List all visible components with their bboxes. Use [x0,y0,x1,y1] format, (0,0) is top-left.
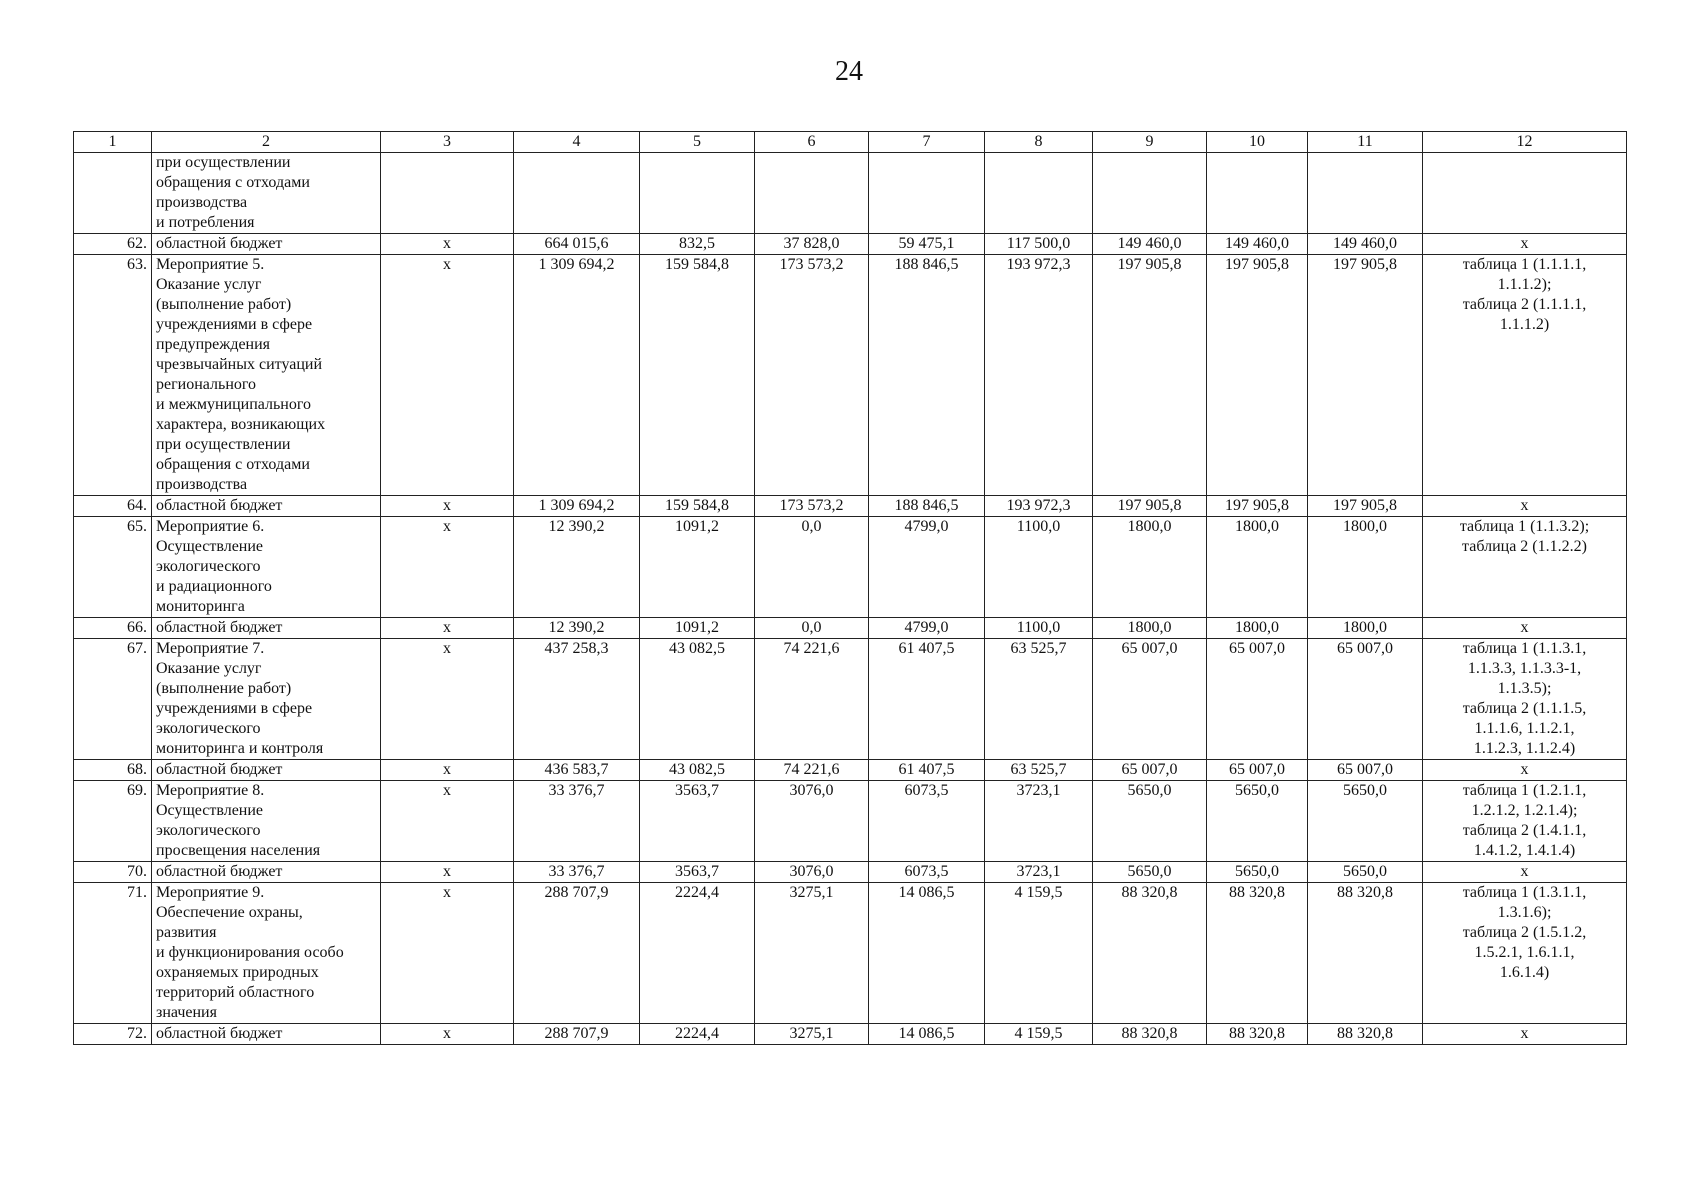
value-cell [985,153,1093,234]
value-cell: 4799,0 [869,618,985,639]
row-name: Мероприятие 8. Осуществление экологического просвещения населения [152,781,381,862]
value-cell: 1800,0 [1207,618,1308,639]
value-cell: 5650,0 [1093,862,1207,883]
table-row [74,153,1627,234]
value-cell: 3723,1 [985,781,1093,862]
value-cell: 173 573,2 [755,255,869,496]
value-cell: 193 972,3 [985,496,1093,517]
note-cell: таблица 1 (1.3.1.1, 1.3.1.6); таблица 2 (1.5.1.2, 1.5.2.1, 1.6.1.1, 1.6.1.4) [1423,883,1627,1024]
value-cell: 197 905,8 [1308,255,1423,496]
value-cell: 5650,0 [1207,781,1308,862]
value-cell: 3563,7 [640,781,755,862]
value-cell: 63 525,7 [985,760,1093,781]
note-cell: таблица 1 (1.2.1.1, 1.2.1.2, 1.2.1.4); таблица 2 (1.4.1.1, 1.4.1.2, 1.4.1.4) [1423,781,1627,862]
value-cell: 1800,0 [1093,517,1207,618]
value-cell: 6073,5 [869,781,985,862]
note-cell: таблица 1 (1.1.3.1, 1.1.3.3, 1.1.3.3-1, 1.1.3.5); таблица 2 (1.1.1.5, 1.1.1.6, 1.1.2.1, 1.1.2.3, 1.1.2.4) [1423,639,1627,760]
value-cell: 3723,1 [985,862,1093,883]
page-number: 24 [835,56,863,87]
value-cell: 88 320,8 [1207,1024,1308,1045]
value-cell: 12 390,2 [514,618,640,639]
value-cell: 65 007,0 [1093,639,1207,760]
value-cell: 65 007,0 [1308,760,1423,781]
value-cell [1207,153,1308,234]
row-number [74,153,152,234]
table-row [74,1024,1627,1045]
value-cell: 1 309 694,2 [514,496,640,517]
table-row [74,255,1627,496]
value-cell: 88 320,8 [1207,883,1308,1024]
table-row [74,862,1627,883]
value-cell: 88 320,8 [1093,883,1207,1024]
row-number: 62. [74,234,152,255]
note-cell: х [1423,1024,1627,1045]
value-cell: 3275,1 [755,1024,869,1045]
value-cell: 1 309 694,2 [514,255,640,496]
value-cell: 5650,0 [1308,862,1423,883]
value-cell: 149 460,0 [1308,234,1423,255]
row-name: областной бюджет [152,1024,381,1045]
row-number: 70. [74,862,152,883]
value-cell: х [381,639,514,760]
value-cell [514,153,640,234]
row-name: Мероприятие 5. Оказание услуг (выполнение работ) учреждениями в сфере предупреждения чрезвычайных ситуаций регионального и межмуниципального характера, возникающих при осуществлении обращения с отходами производства [152,255,381,496]
row-name: Мероприятие 9. Обеспечение охраны, развития и функционирования особо охраняемых природных территорий областного значения [152,883,381,1024]
value-cell: 197 905,8 [1093,496,1207,517]
note-cell: таблица 1 (1.1.1.1, 1.1.1.2); таблица 2 (1.1.1.1, 1.1.1.2) [1423,255,1627,496]
column-header: 9 [1093,132,1207,153]
value-cell: 74 221,6 [755,639,869,760]
value-cell: х [381,517,514,618]
row-name: областной бюджет [152,862,381,883]
column-header: 12 [1423,132,1627,153]
row-number: 67. [74,639,152,760]
value-cell: 65 007,0 [1207,760,1308,781]
value-cell: 436 583,7 [514,760,640,781]
value-cell: х [381,496,514,517]
value-cell: 74 221,6 [755,760,869,781]
value-cell: 43 082,5 [640,760,755,781]
value-cell: 59 475,1 [869,234,985,255]
budget-table [73,131,1627,1045]
table-row [74,618,1627,639]
value-cell: 61 407,5 [869,760,985,781]
row-name: областной бюджет [152,496,381,517]
value-cell: 5650,0 [1207,862,1308,883]
value-cell: 664 015,6 [514,234,640,255]
row-number: 69. [74,781,152,862]
column-header: 4 [514,132,640,153]
value-cell: 159 584,8 [640,255,755,496]
row-number: 63. [74,255,152,496]
column-header: 6 [755,132,869,153]
value-cell: 5650,0 [1093,781,1207,862]
value-cell: 4799,0 [869,517,985,618]
column-header: 5 [640,132,755,153]
value-cell: 117 500,0 [985,234,1093,255]
value-cell: 159 584,8 [640,496,755,517]
value-cell: 4 159,5 [985,1024,1093,1045]
value-cell: 3076,0 [755,781,869,862]
row-number: 72. [74,1024,152,1045]
value-cell: 3563,7 [640,862,755,883]
value-cell: 173 573,2 [755,496,869,517]
value-cell: 149 460,0 [1207,234,1308,255]
value-cell: 12 390,2 [514,517,640,618]
value-cell [755,153,869,234]
row-name: при осуществлении обращения с отходами производства и потребления [152,153,381,234]
value-cell: х [381,862,514,883]
value-cell: 0,0 [755,618,869,639]
table-row [74,517,1627,618]
note-cell: таблица 1 (1.1.3.2); таблица 2 (1.1.2.2) [1423,517,1627,618]
value-cell: х [381,1024,514,1045]
value-cell [869,153,985,234]
value-cell: 149 460,0 [1093,234,1207,255]
value-cell: х [381,255,514,496]
value-cell: 288 707,9 [514,1024,640,1045]
value-cell: 88 320,8 [1093,1024,1207,1045]
row-name: областной бюджет [152,618,381,639]
value-cell: 1091,2 [640,618,755,639]
row-name: Мероприятие 7. Оказание услуг (выполнение работ) учреждениями в сфере экологического мониторинга и контроля [152,639,381,760]
value-cell: 188 846,5 [869,496,985,517]
value-cell: 3275,1 [755,883,869,1024]
value-cell: 65 007,0 [1093,760,1207,781]
value-cell: 6073,5 [869,862,985,883]
value-cell [1093,153,1207,234]
note-cell: х [1423,234,1627,255]
value-cell: 33 376,7 [514,862,640,883]
note-cell: х [1423,496,1627,517]
value-cell: 197 905,8 [1207,255,1308,496]
value-cell: 2224,4 [640,1024,755,1045]
value-cell: 832,5 [640,234,755,255]
row-number: 66. [74,618,152,639]
value-cell: 14 086,5 [869,883,985,1024]
table-row [74,639,1627,760]
note-cell: х [1423,760,1627,781]
table-row [74,781,1627,862]
value-cell: 43 082,5 [640,639,755,760]
column-header: 3 [381,132,514,153]
note-cell: х [1423,618,1627,639]
note-cell [1423,153,1627,234]
value-cell: х [381,760,514,781]
value-cell [640,153,755,234]
value-cell: 3076,0 [755,862,869,883]
value-cell: 63 525,7 [985,639,1093,760]
value-cell: 197 905,8 [1093,255,1207,496]
value-cell: 2224,4 [640,883,755,1024]
value-cell: 88 320,8 [1308,1024,1423,1045]
column-header: 2 [152,132,381,153]
row-name: областной бюджет [152,234,381,255]
value-cell: 37 828,0 [755,234,869,255]
note-cell: х [1423,862,1627,883]
column-header: 1 [74,132,152,153]
row-number: 65. [74,517,152,618]
value-cell: 193 972,3 [985,255,1093,496]
value-cell: 1800,0 [1207,517,1308,618]
value-cell: 4 159,5 [985,883,1093,1024]
column-header: 8 [985,132,1093,153]
value-cell: х [381,234,514,255]
value-cell: 197 905,8 [1308,496,1423,517]
value-cell: 1800,0 [1308,517,1423,618]
value-cell: 0,0 [755,517,869,618]
row-number: 71. [74,883,152,1024]
value-cell: 65 007,0 [1308,639,1423,760]
table-row [74,760,1627,781]
table-row [74,883,1627,1024]
value-cell: 1800,0 [1308,618,1423,639]
value-cell: 14 086,5 [869,1024,985,1045]
column-header: 7 [869,132,985,153]
value-cell: 1091,2 [640,517,755,618]
column-header: 10 [1207,132,1308,153]
value-cell: 288 707,9 [514,883,640,1024]
value-cell: 197 905,8 [1207,496,1308,517]
value-cell: х [381,618,514,639]
table-row [74,496,1627,517]
value-cell: 1800,0 [1093,618,1207,639]
value-cell: 1100,0 [985,517,1093,618]
value-cell: 88 320,8 [1308,883,1423,1024]
column-header: 11 [1308,132,1423,153]
row-number: 68. [74,760,152,781]
value-cell: 1100,0 [985,618,1093,639]
value-cell [381,153,514,234]
value-cell: х [381,883,514,1024]
value-cell: 33 376,7 [514,781,640,862]
value-cell: х [381,781,514,862]
value-cell: 437 258,3 [514,639,640,760]
value-cell [1308,153,1423,234]
value-cell: 61 407,5 [869,639,985,760]
row-name: областной бюджет [152,760,381,781]
value-cell: 65 007,0 [1207,639,1308,760]
table-row [74,234,1627,255]
table-header-row [74,132,1627,153]
value-cell: 188 846,5 [869,255,985,496]
row-number: 64. [74,496,152,517]
row-name: Мероприятие 6. Осуществление экологического и радиационного мониторинга [152,517,381,618]
value-cell: 5650,0 [1308,781,1423,862]
